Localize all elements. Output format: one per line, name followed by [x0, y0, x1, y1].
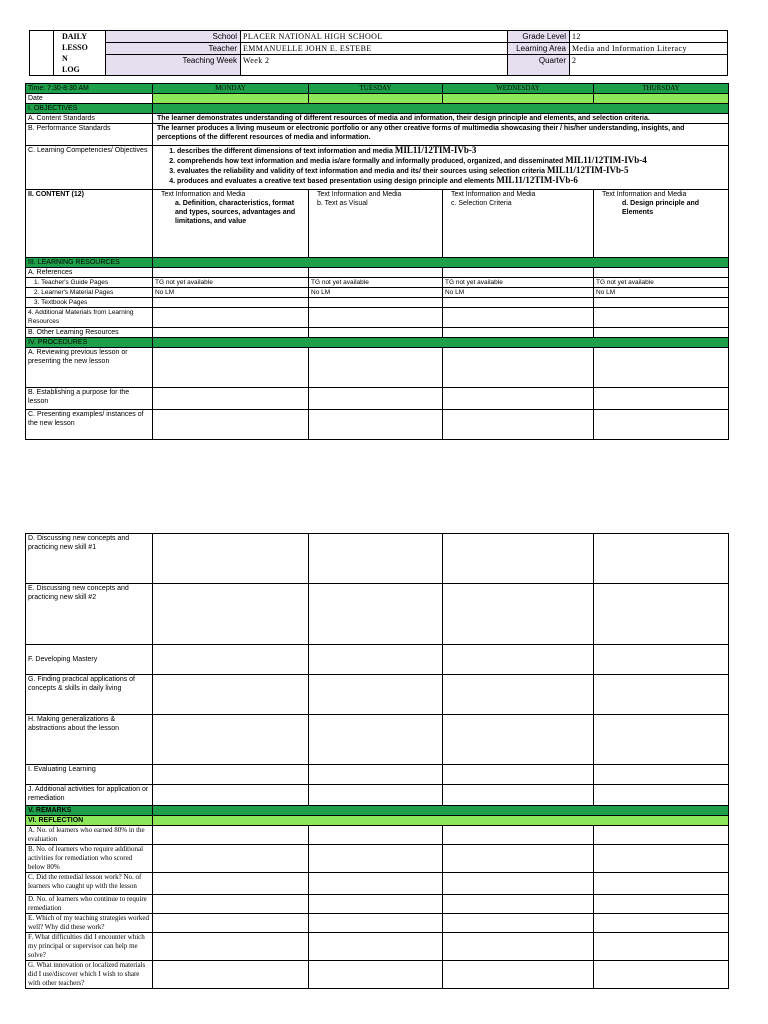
- empty-cell: [153, 914, 309, 933]
- empty-cell: [153, 388, 309, 410]
- empty-cell: [594, 765, 729, 785]
- empty-cell: [309, 785, 443, 806]
- competency-item: [177, 166, 726, 176]
- quarter-label: Quarter: [508, 55, 570, 76]
- competency-text: produces and evaluates a creative text based presentation using design principle and elements: [177, 178, 495, 185]
- empty-cell: [309, 895, 443, 914]
- empty-cell: [309, 933, 443, 961]
- competency-code: MIL11/12TIM-IVb-5: [546, 165, 629, 175]
- empty-cell: [594, 826, 729, 845]
- content-standards-label: A. Content Standards: [26, 114, 153, 124]
- empty-cell: [153, 895, 309, 914]
- day-monday: MONDAY: [153, 84, 309, 94]
- empty-cell: [309, 826, 443, 845]
- textbook-pages-label: 3. Textbook Pages: [26, 298, 153, 308]
- competency-code: MIL11/12TIM-IVb-6: [496, 175, 578, 185]
- empty-cell: [309, 348, 443, 388]
- empty-cell: [443, 826, 594, 845]
- empty-cell: [443, 785, 594, 806]
- content-subtopic: d. Design principle and Elements: [622, 200, 700, 216]
- empty-cell: [153, 826, 309, 845]
- empty-cell: [594, 584, 729, 645]
- procedure-f-label: F. Developing Mastery: [26, 645, 153, 675]
- school-label: School: [106, 31, 241, 43]
- empty-cell: [594, 961, 729, 989]
- procedures-section: IV. PROCEDURES: [26, 338, 153, 348]
- section-fill: [153, 338, 729, 348]
- empty-cell: [594, 410, 729, 440]
- empty-cell: [594, 348, 729, 388]
- lesson-table-page1: [25, 83, 729, 440]
- empty-cell: [309, 388, 443, 410]
- empty-cell: [594, 388, 729, 410]
- competency-text: comprehends how text information and media is/are formally and informally produced, organized, and disseminated: [177, 158, 564, 165]
- empty-cell: [153, 785, 309, 806]
- empty-cell: [153, 328, 309, 338]
- date-cell: [153, 94, 309, 104]
- title-line: LESSO: [62, 43, 88, 52]
- performance-standards-text: The learner produces a living museum or electronic portfolio or any other creative forms of multimedia showcasing their / his/her understanding, insights, and perceptions of the different resources of media and information.: [153, 124, 729, 146]
- empty-cell: [443, 845, 594, 873]
- lm-value: No LM: [594, 288, 729, 298]
- empty-cell: [153, 715, 309, 765]
- date-cell: [309, 94, 443, 104]
- empty-cell: [153, 410, 309, 440]
- empty-cell: [594, 895, 729, 914]
- content-thursday: [594, 190, 729, 258]
- header-spacer: [30, 31, 54, 76]
- date-cell: [594, 94, 729, 104]
- empty-cell: [443, 895, 594, 914]
- resources-section: III. LEARNING RESOURCES: [26, 258, 153, 268]
- empty-cell: [594, 845, 729, 873]
- section-fill: [153, 816, 729, 826]
- empty-cell: [309, 534, 443, 584]
- title-line: N: [62, 54, 68, 63]
- time-header: Time: 7:30-8:30 AM: [26, 84, 153, 94]
- procedure-e-label: E. Discussing new concepts and practicing new skill #2: [26, 584, 153, 645]
- empty-cell: [309, 328, 443, 338]
- date-cell: [443, 94, 594, 104]
- empty-cell: [309, 961, 443, 989]
- empty-cell: [594, 675, 729, 715]
- reflection-e-label: E. Which of my teaching strategies worked well? Why did these work?: [26, 914, 153, 933]
- empty-cell: [594, 328, 729, 338]
- competency-code: MIL11/12TIM-IVb-4: [565, 155, 647, 165]
- grade-label: Grade Level: [508, 31, 570, 43]
- title-line: DAILY: [62, 32, 88, 41]
- lm-value: No LM: [153, 288, 309, 298]
- empty-cell: [443, 675, 594, 715]
- tg-value: TG not yet available: [594, 278, 729, 288]
- empty-cell: [309, 873, 443, 895]
- empty-cell: [443, 534, 594, 584]
- competencies-label: C. Learning Competencies/ Objectives: [26, 146, 153, 190]
- day-tuesday: TUESDAY: [309, 84, 443, 94]
- empty-cell: [153, 534, 309, 584]
- procedure-b-label: B. Establishing a purpose for the lesson: [26, 388, 153, 410]
- empty-cell: [443, 933, 594, 961]
- content-subtopic: a. Definition, characteristics, format and types, sources, advantages and limitations, and value: [175, 200, 296, 225]
- empty-cell: [594, 933, 729, 961]
- section-fill: [153, 806, 729, 816]
- empty-cell: [594, 268, 729, 278]
- empty-cell: [153, 765, 309, 785]
- empty-cell: [153, 308, 309, 328]
- procedure-c-label: C. Presenting examples/ instances of the new lesson: [26, 410, 153, 440]
- empty-cell: [309, 308, 443, 328]
- empty-cell: [594, 534, 729, 584]
- competency-text: describes the different dimensions of text information and media: [177, 148, 393, 155]
- empty-cell: [309, 675, 443, 715]
- empty-cell: [153, 961, 309, 989]
- empty-cell: [153, 645, 309, 675]
- empty-cell: [443, 388, 594, 410]
- empty-cell: [153, 845, 309, 873]
- other-resources-label: B. Other Learning Resources: [26, 328, 153, 338]
- empty-cell: [594, 645, 729, 675]
- empty-cell: [153, 873, 309, 895]
- day-wednesday: WEDNESDAY: [443, 84, 594, 94]
- content-title: Text Information and Media: [602, 191, 687, 198]
- school-value: PLACER NATIONAL HIGH SCHOOL: [241, 31, 508, 43]
- date-label: Date: [26, 94, 153, 104]
- empty-cell: [594, 873, 729, 895]
- teacher-label: Teacher: [106, 43, 241, 55]
- header-table: [29, 30, 728, 76]
- empty-cell: [594, 298, 729, 308]
- reflection-c-label: C. Did the remedial lesson work? No. of learners who caught up with the lesson: [26, 873, 153, 895]
- empty-cell: [153, 675, 309, 715]
- empty-cell: [309, 645, 443, 675]
- competency-text: evaluates the reliability and validity of text information and media and its/ their sources using selection criteria: [177, 168, 545, 175]
- procedure-d-label: D. Discussing new concepts and practicing new skill #1: [26, 534, 153, 584]
- content-label: II. CONTENT (12): [26, 190, 153, 258]
- tg-value: TG not yet available: [309, 278, 443, 288]
- procedure-h-label: H. Making generalizations & abstractions about the lesson: [26, 715, 153, 765]
- remarks-section: V. REMARKS: [26, 806, 153, 816]
- empty-cell: [309, 584, 443, 645]
- area-label: Learning Area: [508, 43, 570, 55]
- empty-cell: [309, 298, 443, 308]
- content-standards-text: The learner demonstrates understanding of different resources of media and information, their design principle and elements, and selection criteria.: [153, 114, 729, 124]
- empty-cell: [309, 914, 443, 933]
- content-subtopic: b. Text as Visual: [317, 200, 368, 207]
- area-value: Media and Information Literacy: [570, 43, 728, 55]
- content-title: Text Information and Media: [451, 191, 536, 198]
- competency-item: [177, 156, 726, 166]
- content-title: Text Information and Media: [161, 191, 246, 198]
- content-wednesday: [443, 190, 594, 258]
- procedure-a-label: A. Reviewing previous lesson or presenting the new lesson: [26, 348, 153, 388]
- empty-cell: [443, 268, 594, 278]
- empty-cell: [153, 298, 309, 308]
- additional-materials-label: 4. Additional Materials from Learning Resources: [26, 308, 153, 328]
- empty-cell: [443, 914, 594, 933]
- lm-value: No LM: [309, 288, 443, 298]
- empty-cell: [594, 785, 729, 806]
- quarter-value: 2: [570, 55, 728, 76]
- competency-item: [177, 176, 726, 186]
- content-title: Text Information and Media: [317, 191, 402, 198]
- reflection-a-label: A. No. of learners who earned 80% in the evaluation: [26, 826, 153, 845]
- grade-value: 12: [570, 31, 728, 43]
- empty-cell: [309, 765, 443, 785]
- section-fill: [153, 258, 729, 268]
- empty-cell: [443, 961, 594, 989]
- tg-pages-label: 1. Teacher's Guide Pages: [26, 278, 153, 288]
- references-label: A. References: [26, 268, 153, 278]
- empty-cell: [443, 765, 594, 785]
- competency-code: MIL11/12TIM-IVb-3: [394, 145, 477, 155]
- reflection-d-label: D. No. of learners who continue to require remediation: [26, 895, 153, 914]
- tg-value: TG not yet available: [153, 278, 309, 288]
- empty-cell: [309, 410, 443, 440]
- reflection-g-label: G. What innovation or localized materials did I use/discover which I wish to share with other teachers?: [26, 961, 153, 989]
- tg-value: TG not yet available: [443, 278, 594, 288]
- reflection-f-label: F. What difficulties did I encounter which my principal or supervisor can help me solve?: [26, 933, 153, 961]
- empty-cell: [594, 914, 729, 933]
- content-monday: [153, 190, 309, 258]
- week-label: Teaching Week: [106, 55, 241, 76]
- empty-cell: [443, 308, 594, 328]
- lesson-table-page2: [25, 533, 729, 989]
- empty-cell: [443, 873, 594, 895]
- empty-cell: [443, 410, 594, 440]
- empty-cell: [443, 298, 594, 308]
- week-value: Week 2: [241, 55, 508, 76]
- teacher-value: EMMANUELLE JOHN E. ESTEBE: [241, 43, 508, 55]
- empty-cell: [443, 348, 594, 388]
- lm-pages-label: 2. Learner's Material Pages: [26, 288, 153, 298]
- reflection-section: VI. REFLECTION: [26, 816, 153, 826]
- procedure-j-label: J. Additional activities for application or remediation: [26, 785, 153, 806]
- empty-cell: [309, 845, 443, 873]
- empty-cell: [309, 268, 443, 278]
- empty-cell: [153, 348, 309, 388]
- objectives-section: I. OBJECTIVES: [26, 104, 153, 114]
- empty-cell: [153, 268, 309, 278]
- competencies-list: [153, 146, 729, 190]
- empty-cell: [443, 715, 594, 765]
- empty-cell: [443, 328, 594, 338]
- empty-cell: [153, 933, 309, 961]
- section-fill: [153, 104, 729, 114]
- content-tuesday: [309, 190, 443, 258]
- empty-cell: [443, 645, 594, 675]
- procedure-g-label: G. Finding practical applications of concepts & skills in daily living: [26, 675, 153, 715]
- empty-cell: [594, 715, 729, 765]
- empty-cell: [443, 584, 594, 645]
- title-line: LOG: [62, 65, 80, 74]
- empty-cell: [594, 308, 729, 328]
- empty-cell: [309, 715, 443, 765]
- empty-cell: [153, 584, 309, 645]
- day-thursday: THURSDAY: [594, 84, 729, 94]
- performance-standards-label: B. Performance Standards: [26, 124, 153, 146]
- reflection-b-label: B. No. of learners who require additional activities for remediation who scored below 80%: [26, 845, 153, 873]
- procedure-i-label: I. Evaluating Learning: [26, 765, 153, 785]
- document-title: [54, 31, 106, 76]
- content-subtopic: c. Selection Criteria: [451, 200, 512, 207]
- lm-value: No LM: [443, 288, 594, 298]
